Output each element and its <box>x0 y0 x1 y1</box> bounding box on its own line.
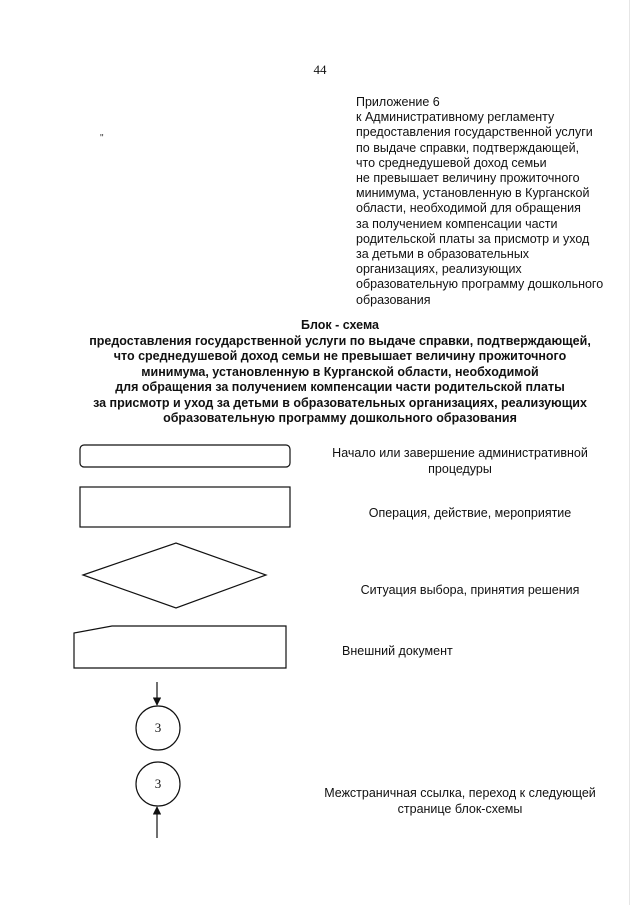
annex-line: области, необходимой для обращения <box>356 201 581 216</box>
annex-line: образовательную программу дошкольного <box>356 277 604 292</box>
annex-line: за детьми в образовательных <box>356 247 530 262</box>
terminator-desc-line: Начало или завершение административной <box>332 446 588 460</box>
annex-line: Приложение 6 <box>356 95 440 109</box>
connector-description <box>300 785 620 817</box>
connector-label-top: 3 <box>154 720 162 735</box>
title-line: образовательную программу дошкольного образования <box>163 411 517 425</box>
scan-mark: " <box>100 133 104 144</box>
terminator-desc-line: процедуры <box>428 462 492 476</box>
terminator-shape <box>80 445 290 467</box>
annex-line: по выдаче справки, подтверждающей, <box>356 140 580 155</box>
title-line: для обращения за получением компенсации части родительской платы <box>115 380 565 394</box>
annex-line: минимума, установленную в Курганской <box>356 186 590 201</box>
annex-line: предоставления государственной услуги <box>356 125 593 140</box>
title-heading: Блок - схема <box>300 318 379 332</box>
annex-line: образования <box>356 292 431 307</box>
connector-label-bottom: 3 <box>154 776 162 791</box>
connector-desc-line: Межстраничная ссылка, переход к следующей <box>324 786 596 800</box>
decision-shape <box>83 543 266 608</box>
title-line: минимума, установленную в Курганской области, необходимой <box>141 364 539 379</box>
annex-line: что среднедушевой доход семьи <box>356 155 547 170</box>
scan-edge <box>629 0 630 905</box>
annex-line: организациях, реализующих <box>356 262 522 277</box>
annex-line: не превышает величину прожиточного <box>356 171 580 186</box>
title-line: что среднедушевой доход семьи не превышает величину прожиточного <box>113 349 567 363</box>
annex-line: родительской платы за присмотр и уход <box>356 231 590 246</box>
title-line: за присмотр и уход за детьми в образовательных организациях, реализующих <box>93 395 587 410</box>
document-description: Внешний документ <box>342 644 453 658</box>
connector-desc-line: странице блок-схемы <box>397 802 523 816</box>
process-description: Операция, действие, мероприятие <box>368 506 572 520</box>
terminator-description <box>310 445 610 477</box>
decision-description: Ситуация выбора, принятия решения <box>360 583 580 597</box>
title-line: предоставления государственной услуги по выдаче справки, подтверждающей, <box>89 333 591 348</box>
external-document-shape <box>74 626 286 668</box>
process-shape <box>80 487 290 527</box>
annex-line: за получением компенсации части <box>356 216 558 231</box>
annex-line: к Административному регламенту <box>356 110 555 125</box>
page-number: 44 <box>313 62 327 77</box>
